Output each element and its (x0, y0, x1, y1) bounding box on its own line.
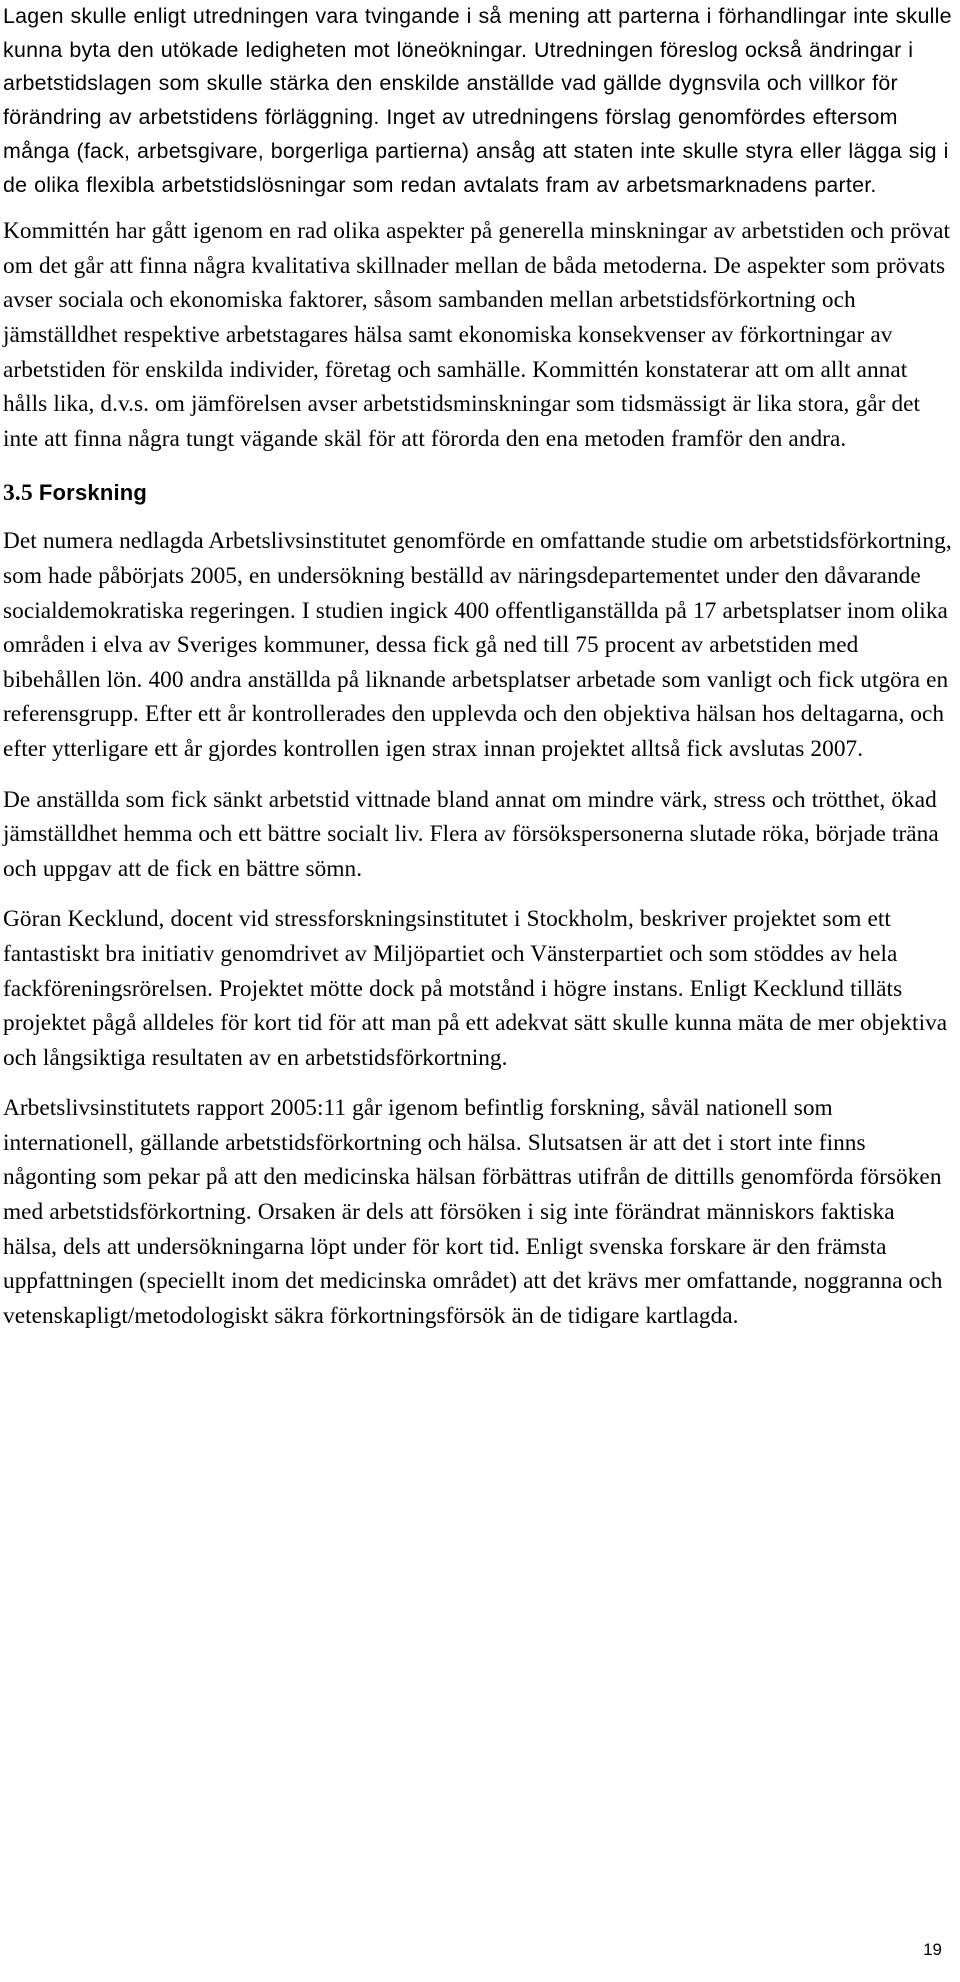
paragraph-lagen: Lagen skulle enligt utredningen vara tvingande i så mening att parterna i förhandlingar inte skulle kunna byta den utökade ledigheten mot löneökningar. Utredningen föreslog också ändringar i arbetstidslagen som skulle stärka den enskilde anställde vad gällde dygnsvila och villkor för förändring av arbetstidens förläggning. Inget av utredningens förslag genomfördes eftersom många (fack, arbetsgivare, borgerliga partierna) ansåg att staten inte skulle styra eller lägga sig i de olika flexibla arbetstidslösningar som redan avtalats fram av arbetsmarknadens parter. (3, 4, 952, 197)
paragraph-kecklund: Göran Kecklund, docent vid stressforskningsinstitutet i Stockholm, beskriver projektet som ett fantastiskt bra initiativ genomdrivet av Miljöpartiet och Vänsterpartiet och som stöddes av hela fackföreningsrörelsen. Projektet mötte dock på motstånd i högre instans. Enligt Kecklund tilläts projektet pågå alldeles för kort tid för att man på ett adekvat sätt skulle kunna mäta de mer objektiva och långsiktiga resultaten av en arbetstidsförkortning. (3, 906, 948, 1071)
paragraph-anstallda: De anställda som fick sänkt arbetstid vittnade bland annat om mindre värk, stress och trötthet, ökad jämställdhet hemma och ett bättre socialt liv. Flera av försökspersonerna slutade röka, började träna och uppgav att de fick en bättre sömn. (3, 786, 939, 882)
paragraph-kommitten: Kommittén har gått igenom en rad olika aspekter på generella minskningar av arbetstiden och prövat om det går att finna några kvalitativa skillnader mellan de båda metoderna. De aspekter som prövats avser sociala och ekonomiska faktorer, såsom sambanden mellan arbetstidsförkortning och jämställdhet respektive arbetstagares hälsa samt ekonomiska konsekvenser av förkortningar av arbetstiden för enskilda individer, företag och samhälle. Kommittén konstaterar att om allt annat hålls lika, d.v.s. om jämförelsen avser arbetstidsminskningar som tidsmässigt är lika stora, går det inte att finna några tungt vägande skäl för att förorda den ena metoden framför den andra. (3, 218, 951, 452)
paragraph-rapport: Arbetslivsinstitutets rapport 2005:11 går igenom befintlig forskning, såväl nationell som internationell, gällande arbetstidsförkortning och hälsa. Slutsatsen är att det i stort inte finns någonting som pekar på att den medicinska hälsan förbättras utifrån de dittills genomförda försöken med arbetstidsförkortning. Orsaken är dels att försöken i sig inte förändrat människors faktiska hälsa, dels att undersökningarna löpt under för kort tid. Enligt svenska forskare är den främsta uppfattningen (speciellt inom det medicinska området) att det krävs mer omfattande, noggranna och vetenskapligt/metodologiskt säkra förkortningsförsök än de tidigare kartlagda. (3, 1095, 943, 1329)
paragraph-arbetslivsinstitutet: Det numera nedlagda Arbetslivsinstitutet genomförde en omfattande studie om arbetstidsförkortning, som hade påbörjats 2005, en undersökning beställd av näringsdepartementet under den dåvarande socialdemokratiska regeringen. I studien ingick 400 offentliganställda på 17 arbetsplatser inom olika områden i elva av Sveriges kommuner, dessa fick gå ned till 75 procent av arbetstiden med bibehållen lön. 400 andra anställda på liknande arbetsplatser arbetade som vanligt och fick utgöra en referensgrupp. Efter ett år kontrollerades den upplevda och den objektiva hälsan hos deltagarna, och efter ytterligare ett år gjordes kontrollen igen strax innan projektet alltså fick avslutas 2007. (3, 528, 952, 762)
page-number: 19 (923, 1940, 942, 1959)
page-content (3, 0, 953, 1333)
section-number: 3.5 (3, 480, 33, 507)
section-heading (3, 476, 953, 510)
section-title: Forskning (38, 480, 148, 506)
